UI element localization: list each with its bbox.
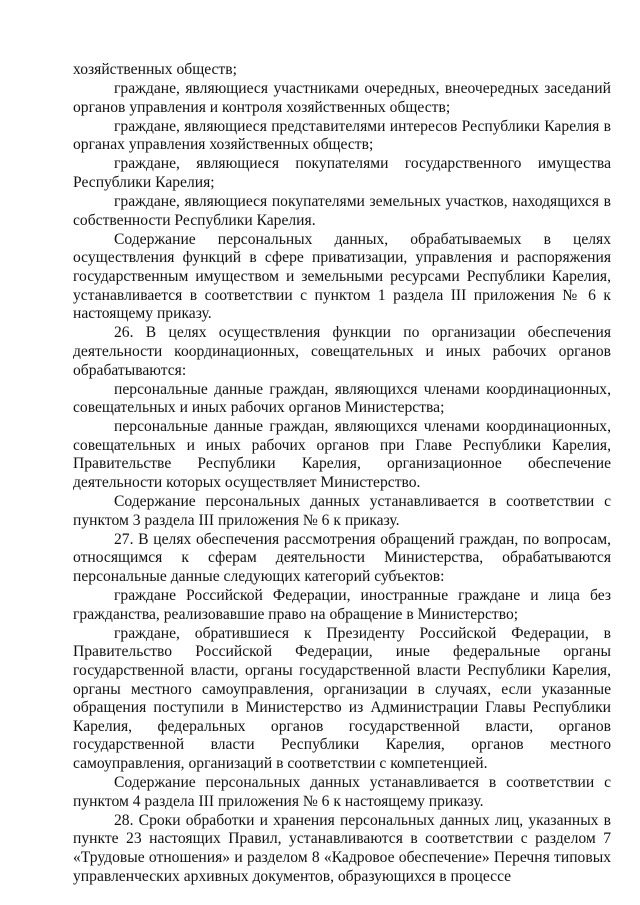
paragraph-list-item: граждане, являющиеся участниками очередных, внеочередных заседаний органов управления и контроля хозяйственных обществ; <box>73 80 611 116</box>
paragraph-list-item: персональные данные граждан, являющихся членами координационных, совещательных и иных рабочих органов Министерства; <box>73 380 611 417</box>
paragraph-list-item: граждане, являющиеся покупателями государственного имущества Республики Карелия; <box>73 155 611 192</box>
paragraph-list-item: граждане, являющиеся представителями интересов Республики Карелия в органах управления хозяйственных обществ; <box>73 117 611 154</box>
paragraph-continuation: хозяйственных обществ; <box>73 61 237 78</box>
paragraph-list-item: граждане, обратившиеся к Президенту Российской Федерации, в Правительство Российской Федерации, иные федеральные органы государственной власти, органы государственной власти Республики Карелия, органы местного самоуправления, организации в случаях, если указанные обращения поступили в Министерство из Администрации Главы Республики Карелия, федеральных органов государственной власти, органов государственной власти Республики Карелия, органов местного самоуправления, организаций в соответствии с компетенцией. <box>73 624 611 772</box>
document-body <box>73 61 611 887</box>
paragraph-list-item: граждане, являющиеся покупателями земельных участков, находящихся в собственности Республики Карелия. <box>73 193 611 229</box>
paragraph-clause-26: 26. В целях осуществления функции по организации обеспечения деятельности координационных, совещательных и иных рабочих органов обрабатываются: <box>73 324 611 379</box>
paragraph-clause-27: 27. В целях обеспечения рассмотрения обращений граждан, по вопросам, относящимся к сферам деятельности Министерства, обрабатываются персональные данные следующих категорий субъектов: <box>73 530 611 586</box>
paragraph-clause-28: 28. Сроки обработки и хранения персональных данных лиц, указанных в пункте 23 настоящих Правил, устанавливаются в соответствии с разделом 7 «Трудовые отношения» и разделом 8 «Кадровое обеспечение» Перечня типовых управленческих архивных документов, образующихся в процессе <box>73 811 611 885</box>
paragraph-list-item: граждане Российской Федерации, иностранные граждане и лица без гражданства, реализовавшие право на обращение в Министерство; <box>73 587 611 623</box>
paragraph-content-note: Содержание персональных данных устанавливается в соответствии с пунктом 3 раздела III приложения № 6 к приказу. <box>73 493 611 529</box>
paragraph-content-note: Содержание персональных данных, обрабатываемых в целях осуществления функций в сфере приватизации, управления и распоряжения государственным имуществом и земельными ресурсами Республики Карелия, устанавливается в соответствии с пунктом 1 раздела III приложения № 6 к настоящему приказу. <box>73 230 611 323</box>
paragraph-list-item: персональные данные граждан, являющихся членами координационных, совещательных и иных рабочих органов при Главе Республики Карелия, Правительстве Республики Карелия, организационное обеспечение деятельности которых осуществляет Министерство. <box>73 418 611 492</box>
paragraph-content-note: Содержание персональных данных устанавливается в соответствии с пунктом 4 раздела III приложения № 6 к настоящему приказу. <box>73 774 611 810</box>
